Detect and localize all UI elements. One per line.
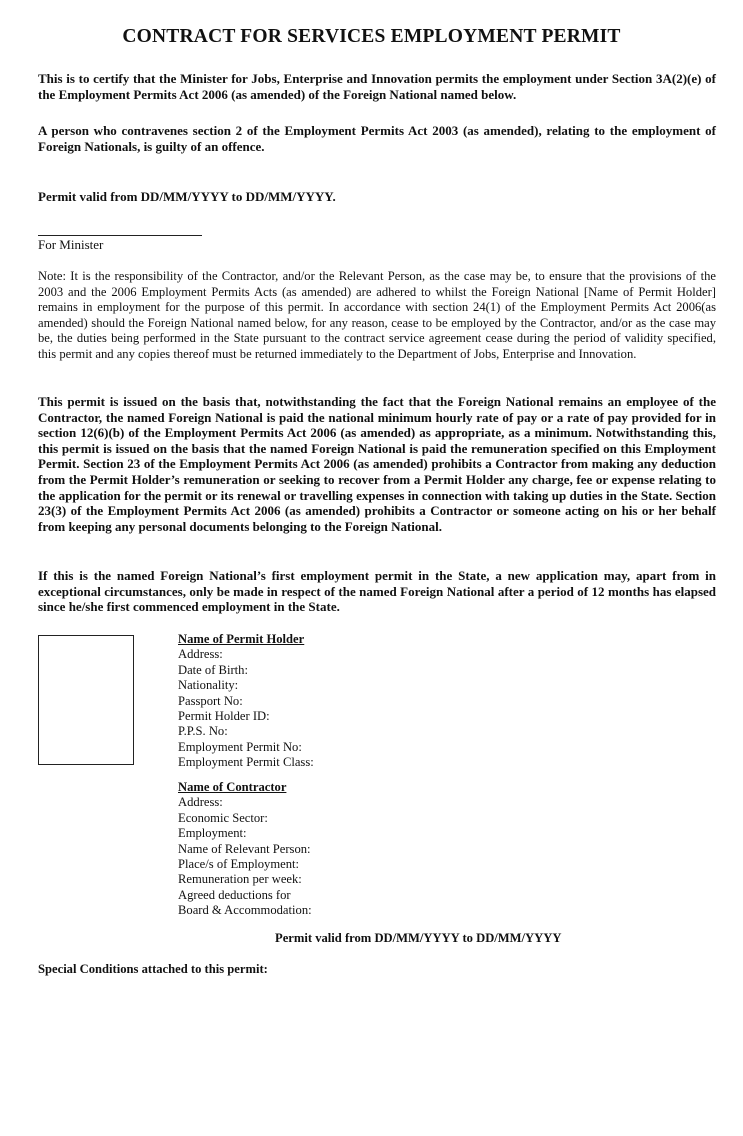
contractor-field: Remuneration per week: xyxy=(178,872,302,887)
holder-field: Passport No: xyxy=(178,693,243,708)
signature-label: For Minister xyxy=(38,237,104,252)
note-paragraph: Note: It is the responsibility of the Contractor, and/or the Relevant Person, as the case may be, to ensure that the provisions of the 2003 and the 2006 Employment Permits Acts (as amended) are adhered to whilst the Foreign National [Name of Permit Holder] remains in employment for the purpose of this permit. In accordance with section 24(1) of the Employment Permits Act 2006(as amended) should the Foreign National named below, for any reason, cease to be employed by the Contractor, and/or as the case may be, the duties being performed in the State pursuant to the contract service agreement cease during the period of validity specified, this permit and any copies thereof must be returned immediately to the Department of Jobs, Enterprise and Innovation. xyxy=(38,269,716,361)
offence-paragraph: A person who contravenes section 2 of the Employment Permits Act 2003 (as amended), relating to the employment of Foreign Nationals, is guilty of an offence. xyxy=(38,123,716,154)
holder-field: Employment Permit Class: xyxy=(178,755,314,770)
contractor-field: Name of Relevant Person: xyxy=(178,841,311,856)
holder-field: Employment Permit No: xyxy=(178,739,302,754)
contractor-heading: Name of Contractor xyxy=(178,780,287,794)
contractor-field: Agreed deductions for xyxy=(178,887,291,902)
contractor-field: Employment: xyxy=(178,826,247,841)
contractor-field: Economic Sector: xyxy=(178,810,268,825)
document-title: CONTRACT FOR SERVICES EMPLOYMENT PERMIT xyxy=(122,26,621,47)
holder-field: Address: xyxy=(178,647,223,662)
permit-holder-heading: Name of Permit Holder xyxy=(178,632,305,646)
photo-box xyxy=(38,635,134,765)
holder-field: Nationality: xyxy=(178,678,239,693)
contractor-field: Address: xyxy=(178,795,223,810)
contractor-block xyxy=(178,780,312,919)
holder-field: P.P.S. No: xyxy=(178,724,228,739)
validity-statement: Permit valid from DD/MM/YYYY to DD/MM/YYYY. xyxy=(38,189,336,204)
permit-holder-block xyxy=(178,632,314,771)
contractor-field: Place/s of Employment: xyxy=(178,857,300,872)
certify-paragraph: This is to certify that the Minister for Jobs, Enterprise and Innovation permits the employment under Section 3A(2)(e) of the Employment Permits Act 2006 (as amended) of the Foreign National named below. xyxy=(38,71,716,102)
holder-field: Date of Birth: xyxy=(178,662,248,677)
special-conditions-label: Special Conditions attached to this permit: xyxy=(38,962,268,976)
holder-field: Permit Holder ID: xyxy=(178,709,270,724)
signature-line xyxy=(38,235,202,236)
basis-paragraph: This permit is issued on the basis that, notwithstanding the fact that the Foreign National remains an employee of the Contractor, the named Foreign National is paid the national minimum hourly rate of pay or a rate of pay provided for in section 12(6)(b) of the Employment Permits Act 2006 (as amended) as appropriate, as a minimum. Notwithstanding this, this permit is issued on the basis that the named Foreign National is paid the remuneration specified on this Employment Permit. Section 23 of the Employment Permits Act 2006 (as amended) prohibits a Contractor from making any deduction from the Permit Holder’s remuneration or seeking to recover from a Permit Holder any charge, fee or expense relating to the application for the permit or its renewal or travelling expenses in connection with taking up duties in the State. Section 23(3) of the Employment Permits Act 2006 (as amended) prohibits a Contractor or someone acting on his or her behalf from keeping any personal documents belonging to the Foreign National. xyxy=(38,394,716,534)
validity-statement-2: Permit valid from DD/MM/YYYY to DD/MM/YYYY xyxy=(275,931,562,945)
contractor-field: Board & Accommodation: xyxy=(178,903,312,918)
first-permit-paragraph: If this is the named Foreign National’s first employment permit in the State, a new application may, apart from in exceptional circumstances, only be made in respect of the named Foreign National after a period of 12 months has elapsed since he/she first commenced employment in the State. xyxy=(38,568,716,615)
